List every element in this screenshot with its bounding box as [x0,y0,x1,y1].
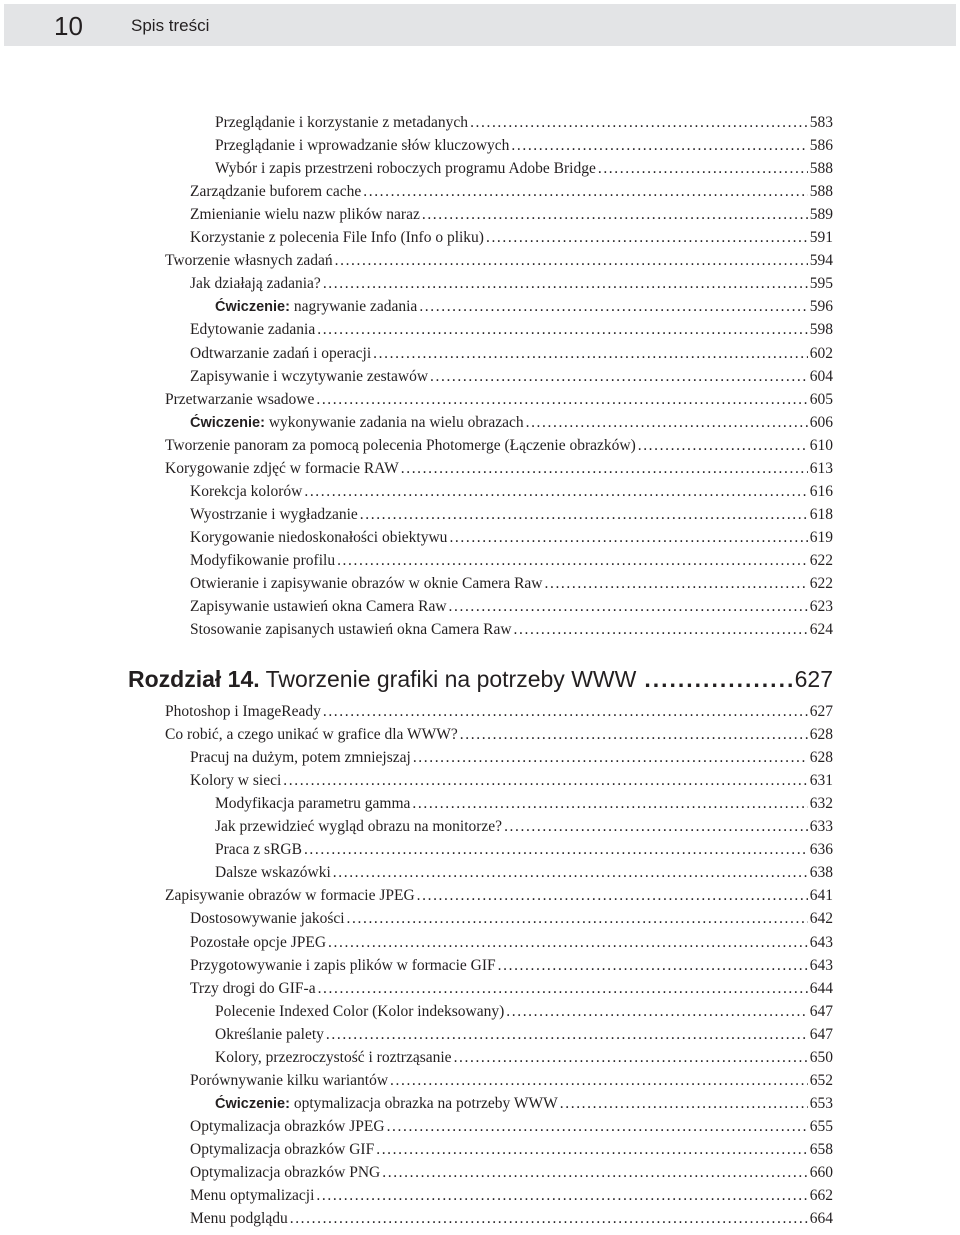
toc-entry-title [215,818,502,836]
page-number: 10 [54,11,83,41]
toc-entry-page: 595 [809,275,833,293]
toc-entry-page: 632 [809,795,833,813]
dot-leader [514,621,808,639]
running-header [4,4,956,46]
toc-entry [190,1118,833,1140]
chapter-title: Tworzenie grafiki na potrzeby WWW [265,666,637,692]
toc-entry-text: Tworzenie własnych zadań [165,252,333,270]
toc-entry-page: 628 [809,726,833,744]
toc-entry [215,1095,833,1117]
dot-leader [290,1210,808,1228]
toc-entry-title [190,1141,374,1159]
toc-entry-title [190,206,420,224]
toc-entry-title [190,529,447,547]
dot-leader [283,772,807,790]
toc-entry-title [190,1118,385,1136]
toc-entry-page: 610 [809,436,833,454]
toc-entry-text: Optymalizacja obrazków PNG [190,1164,381,1181]
running-header-title: Spis treści [131,16,210,35]
toc-entry [190,1187,833,1209]
toc-entry-page: 583 [809,114,833,131]
toc-entry-page: 653 [809,1094,833,1112]
dot-leader [454,1049,808,1067]
dot-leader [598,160,808,178]
toc-entry-page: 643 [809,956,833,974]
dot-leader [376,1141,808,1159]
dot-leader [304,841,808,859]
toc-entry-text: Korygowanie zdjęć w formacie RAW [165,459,399,477]
toc-entry-text: Zapisywanie obrazów w formacie JPEG [165,887,415,905]
dot-leader [470,114,808,132]
toc-entry-title [215,114,468,132]
dot-leader [387,1118,808,1136]
chapter-number: Rozdział 14. [128,666,260,692]
toc-entry-title [190,1187,314,1205]
toc-entry [215,1049,833,1071]
toc-entry-page: 618 [809,505,833,523]
exercise-label: Ćwiczenie: [215,1095,290,1112]
toc-entry-page: 619 [809,528,833,546]
toc-entry [190,414,833,436]
toc-entry-text: Przeglądanie i korzystanie z metadanych [215,114,469,131]
dot-leader [449,598,808,616]
toc-entry-title [165,460,399,478]
toc-entry [190,772,833,794]
dot-leader [316,1187,807,1205]
toc-entry [165,726,833,748]
toc-entry-title [215,864,331,882]
toc-entry [190,229,833,251]
toc-entry [215,795,833,817]
toc-entry-page: 660 [809,1164,833,1181]
toc-entry-page: 588 [809,183,833,201]
toc-entry-page: 641 [809,887,833,905]
toc-entry-text: Korygowanie niedoskonałości obiektywu [190,528,448,546]
toc-entry-page: 633 [809,818,833,836]
toc-entry-title [165,437,636,455]
dot-leader [498,957,808,975]
toc-entry-title [190,934,326,952]
dot-leader [422,206,808,224]
toc-entry-page: 622 [809,575,833,592]
toc-entry-page: 650 [809,1048,833,1066]
toc-entry-text: Photoshop i ImageReady [165,703,321,720]
toc-entry-page: 631 [809,772,833,790]
dot-leader [373,345,808,363]
toc-entry-text: Dostosowywanie jakości [190,910,345,928]
toc-entry-title [190,575,543,593]
dot-leader [638,437,808,455]
toc-entry-page: 652 [809,1071,833,1089]
toc-entry-title [165,887,415,905]
chapter-page: 627 [794,666,833,692]
exercise-label: Ćwiczenie: [215,299,290,316]
dot-leader [323,275,808,293]
toc-entry-text: Korzystanie z polecenia File Info (Info o pliku) [190,229,484,247]
toc-entry [215,818,833,840]
toc-entry-page: 642 [809,910,833,928]
toc-entry-text: optymalizacja obrazka na potrzeby WWW [289,1094,558,1112]
toc-entry [190,183,833,205]
toc-entry [215,114,833,136]
toc-entry [190,552,833,574]
dot-leader [460,726,808,744]
dot-leader [417,887,808,905]
toc-entry-text: Optymalizacja obrazków GIF [190,1140,375,1158]
toc-entry-title [190,183,361,201]
toc-entry [190,345,833,367]
toc-entry-page: 643 [809,933,833,951]
dot-leader [413,749,808,767]
toc-entry-page: 596 [809,298,833,316]
dot-leader [401,460,808,478]
toc-entry-page: 591 [809,229,833,247]
toc-entry [190,1072,833,1094]
toc-entry-title [190,1210,288,1228]
toc-entry-title [190,772,281,790]
dot-leader [560,1095,808,1113]
dot-leader [316,391,807,409]
toc-entry-title [215,795,410,813]
toc-entry-text: nagrywanie zadania [289,298,418,316]
toc-entry-title [165,726,458,744]
toc-entry-title [190,483,302,501]
toc-entry-page: 598 [809,321,833,339]
toc-entry [190,321,833,343]
toc-entry [190,598,833,620]
toc-entry [190,575,833,597]
toc-entry [190,910,833,932]
dot-leader [360,506,808,524]
toc-entry-page: 616 [809,482,833,500]
toc-entry-text: Przetwarzanie wsadowe [165,390,315,408]
dot-leader [486,229,808,247]
toc-entry [190,483,833,505]
dot-leader [382,1164,808,1182]
toc-entry-page: 623 [809,598,833,616]
toc-entry-text: Dalsze wskazówki [215,864,331,882]
toc-entry-title [190,229,484,247]
toc-entry-text: Zarządzanie buforem cache [190,183,362,201]
toc-entry-text: Polecenie Indexed Color (Kolor indeksowany) [215,1002,505,1020]
dot-leader [328,934,808,952]
toc-entry [190,506,833,528]
toc-entry-title [215,1026,324,1044]
toc-entry [190,206,833,228]
toc-entry-text: Menu podglądu [190,1210,288,1228]
toc-entry-title [190,621,512,639]
toc-entry-page: 624 [809,621,833,639]
dot-leader [449,529,807,547]
dot-leader [326,1026,808,1044]
toc-entry-text: Przygotowywanie i zapis plików w formacie GIF [190,956,496,974]
toc-entry-text: Optymalizacja obrazków JPEG [190,1117,385,1135]
toc-entry [190,275,833,297]
toc-entry [165,437,833,459]
toc-entry-title [190,1164,380,1182]
toc-entry-text: Pracuj na dużym, potem zmniejszaj [190,749,411,767]
toc-entry-page: 594 [809,252,833,270]
toc-entry-page: 628 [809,749,833,767]
toc-entry-page: 647 [809,1025,833,1043]
toc-entry-text: Praca z sRGB [215,841,302,859]
toc-entry-title [165,391,314,409]
toc-entry-text: Pozostałe opcje JPEG [190,933,327,951]
toc-entry-title [215,1003,504,1021]
toc-entry-text: Edytowanie zadania [190,321,316,339]
toc-entry-text: Zmienianie wielu nazw plików naraz [190,206,420,224]
toc-entry [215,298,833,320]
toc-entry [165,460,833,482]
toc-entry-title [190,980,316,998]
toc-entry-title [190,910,345,928]
dot-leader [363,183,808,201]
toc-entry [190,621,833,643]
toc-entry [190,1164,833,1186]
toc-entry-text: Wybór i zapis przestrzeni roboczych programu Adobe Bridge [215,160,596,178]
toc-entry-title [190,506,358,524]
toc-entry [190,529,833,551]
toc-entry-title [190,1072,388,1090]
toc-entry-page: 605 [809,390,833,408]
toc-entry-title [190,345,371,363]
toc-entry-text: Co robić, a czego unikać w grafice dla WWW? [165,726,458,744]
toc-entry-text: Modyfikacja parametru gamma [215,795,411,813]
toc-entry-title [215,1095,558,1113]
chapter-heading [128,666,833,702]
toc-entry-title [190,414,524,432]
toc-entry [165,391,833,413]
dot-leader [545,575,808,593]
toc-entry [190,749,833,771]
toc-entry-title [190,957,496,975]
toc-entry [165,703,833,725]
toc-entry-text: Jak przewidzieć wygląd obrazu na monitorze? [215,818,503,836]
toc-entry-text: Korekcja kolorów [190,482,303,500]
toc-entry [215,1003,833,1025]
toc-entry-page: 662 [809,1187,833,1205]
toc-entry-text: Kolory w sieci [190,772,282,790]
toc-entry [190,1210,833,1232]
toc-entry-page: 586 [809,137,833,155]
toc-entry-title [190,275,321,293]
toc-entry-page: 604 [809,367,833,385]
toc-entry-text: Wyostrzanie i wygładzanie [190,505,358,523]
toc-entry-title [190,368,428,386]
toc-entry-page: 636 [809,841,833,859]
dot-leader [318,980,808,998]
toc-entry-text: Modyfikowanie profilu [190,551,336,569]
toc-entry-page: 613 [809,459,833,477]
toc-entry-title [190,552,335,570]
toc-entry-text: Określanie palety [215,1025,324,1043]
dot-leader [335,252,808,270]
toc-entry-page: 664 [809,1210,833,1228]
toc-entry-page: 658 [809,1140,833,1158]
dot-leader [526,414,808,432]
toc-entry [215,864,833,886]
toc-entry-title [165,703,321,721]
toc-entry [190,934,833,956]
toc-entry-page: 622 [809,551,833,569]
toc-entry-page: 644 [809,979,833,997]
toc-entry-text: Zapisywanie ustawień okna Camera Raw [190,598,447,616]
toc-entry [215,841,833,863]
dot-leader [412,795,807,813]
dot-leader [317,321,808,339]
toc-entry-text: Jak działają zadania? [190,275,321,293]
toc-entry-page: 627 [809,703,833,720]
toc-entry [215,160,833,182]
toc-entry [215,137,833,159]
dot-leader [511,137,807,155]
dot-leader [323,703,808,721]
dot-leader [504,818,808,836]
toc-entry-page: 655 [809,1117,833,1135]
toc-entry-page: 647 [809,1002,833,1020]
toc-entry-text: Menu optymalizacji [190,1187,315,1205]
toc-entry-title [215,298,417,316]
toc-entry-title [190,321,315,339]
toc-entry [165,252,833,274]
toc-entry [165,887,833,909]
toc-entry-page: 602 [809,344,833,362]
toc-entry-title [215,841,302,859]
toc-entry-text: Odtwarzanie zadań i operacji [190,344,372,362]
toc-entry-text: Przeglądanie i wprowadzanie słów kluczowych [215,137,510,155]
dot-leader [419,298,807,316]
toc-entry-text: Kolory, przezroczystość i roztrząsanie [215,1048,452,1066]
dot-leader [390,1072,808,1090]
toc-entry-title [215,137,509,155]
toc-entry-text: Trzy drogi do GIF-a [190,979,316,997]
toc-entry-title [190,749,411,767]
toc-entry-text: wykonywanie zadania na wielu obrazach [264,413,524,431]
dot-leader [333,864,808,882]
dot-leader [347,910,808,928]
dot-leader [430,368,808,386]
toc-entry-text: Porównywanie kilku wariantów [190,1071,389,1089]
toc-entry-page: 638 [809,864,833,882]
toc-entry-text: Otwieranie i zapisywanie obrazów w oknie Camera Raw [190,575,543,592]
toc-entry-page: 589 [809,206,833,224]
toc-entry-page: 606 [809,413,833,431]
toc-entry [190,980,833,1002]
toc-entry [190,957,833,979]
toc-entry-title [215,160,596,178]
dot-leader [304,483,807,501]
toc-entry-title [190,598,447,616]
toc-entry-text: Zapisywanie i wczytywanie zestawów [190,367,429,385]
toc-entry-title [165,252,333,270]
dot-leader [644,666,792,693]
toc-entry [215,1026,833,1048]
toc-entry-title [215,1049,452,1067]
toc-entry [190,1141,833,1163]
toc-entry-text: Stosowanie zapisanych ustawień okna Camera Raw [190,621,512,639]
dot-leader [506,1003,807,1021]
exercise-label: Ćwiczenie: [190,414,265,431]
toc-entry-page: 588 [809,160,833,178]
dot-leader [337,552,808,570]
toc-entry-text: Tworzenie panoram za pomocą polecenia Photomerge (Łączenie obrazków) [165,436,636,454]
toc-entry [190,368,833,390]
